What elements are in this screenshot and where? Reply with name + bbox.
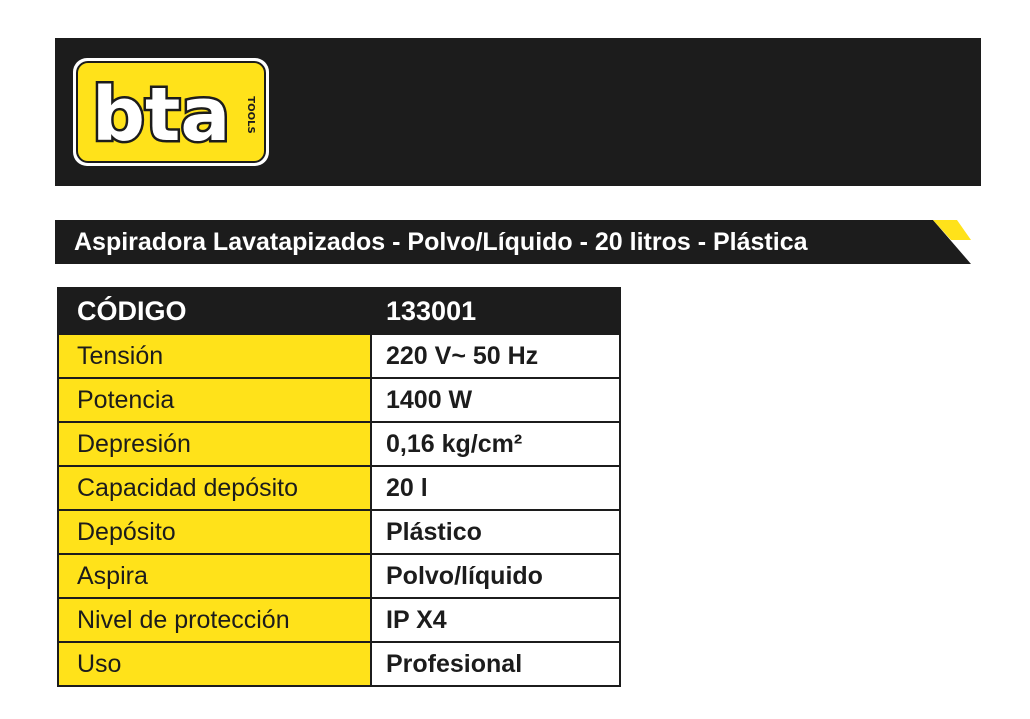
spec-label: Aspira (58, 554, 371, 598)
spec-value: Profesional (371, 642, 620, 686)
spec-value: 0,16 kg/cm² (371, 422, 620, 466)
spec-header-label: CÓDIGO (58, 288, 371, 334)
product-title-bar (55, 220, 971, 264)
spec-label: Tensión (58, 334, 371, 378)
table-row (58, 466, 620, 510)
spec-header-row (58, 288, 620, 334)
spec-value: Plástico (371, 510, 620, 554)
spec-label: Depósito (58, 510, 371, 554)
bta-tools-logo (72, 57, 270, 167)
spec-label: Potencia (58, 378, 371, 422)
table-row (58, 510, 620, 554)
table-row (58, 642, 620, 686)
spec-value: 20 l (371, 466, 620, 510)
spec-value: 220 V~ 50 Hz (371, 334, 620, 378)
spec-header-value: 133001 (371, 288, 620, 334)
logo-wordmark: bta (92, 72, 231, 158)
product-title: Aspiradora Lavatapizados - Polvo/Líquido - 20 litros - Plástica (74, 228, 808, 256)
table-row (58, 378, 620, 422)
spec-table (57, 287, 621, 687)
spec-label: Capacidad depósito (58, 466, 371, 510)
table-row (58, 554, 620, 598)
spec-value: Polvo/líquido (371, 554, 620, 598)
table-row (58, 422, 620, 466)
spec-value: 1400 W (371, 378, 620, 422)
table-row (58, 334, 620, 378)
spec-label: Nivel de protección (58, 598, 371, 642)
spec-label: Depresión (58, 422, 371, 466)
spec-label: Uso (58, 642, 371, 686)
logo-subtext: TOOLS (245, 96, 256, 134)
spec-value: IP X4 (371, 598, 620, 642)
table-row (58, 598, 620, 642)
